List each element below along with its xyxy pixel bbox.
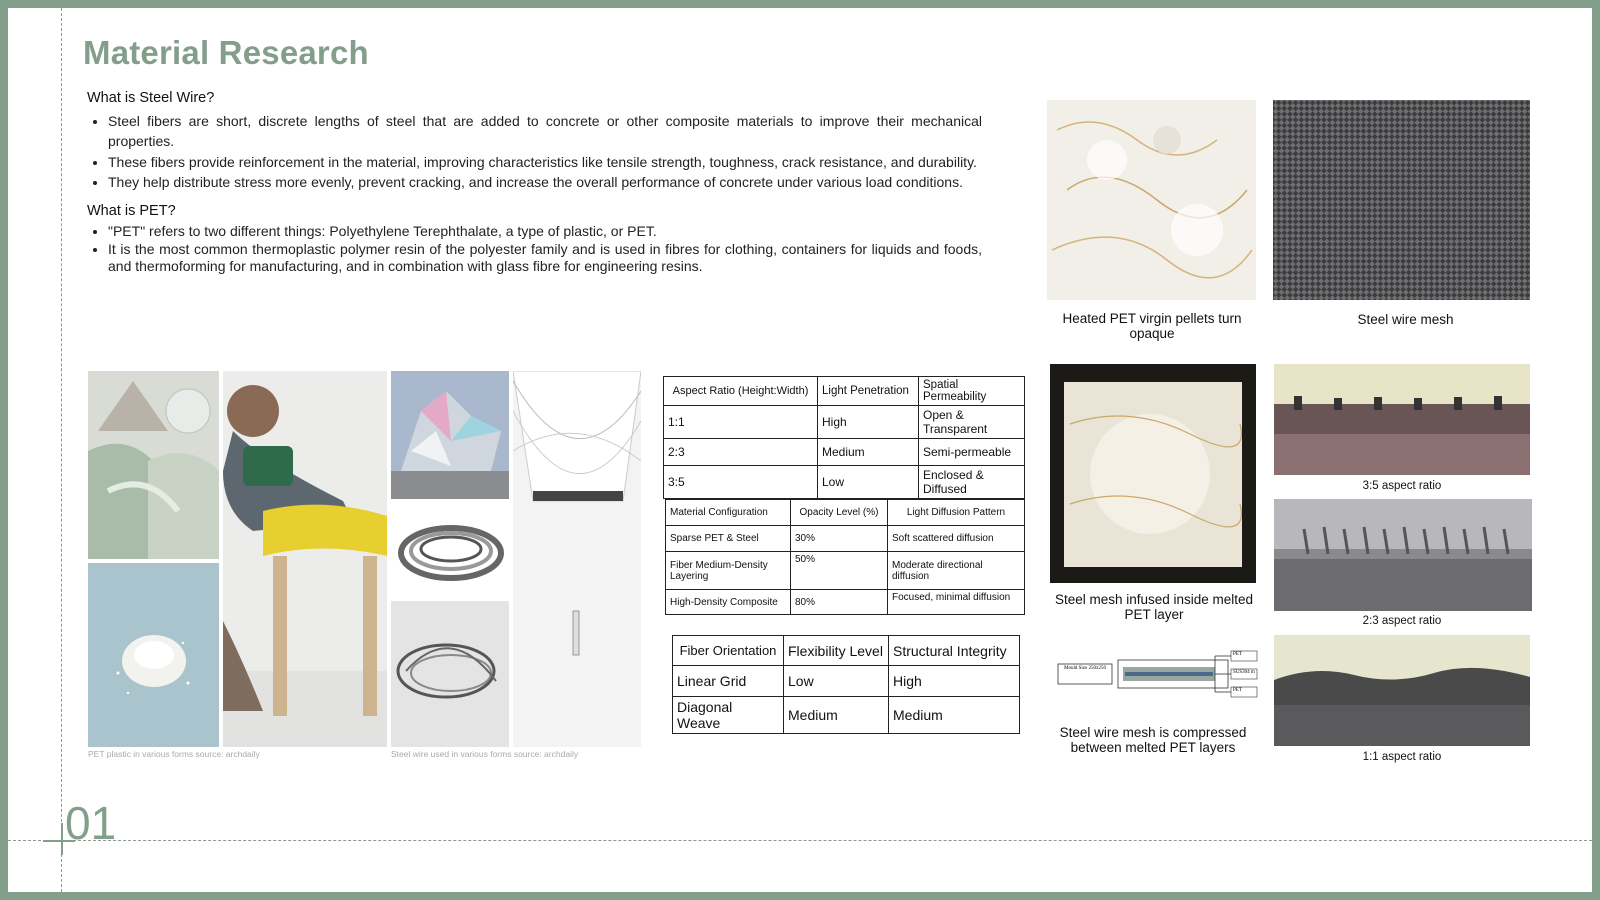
ratio-35-caption: 3:5 aspect ratio <box>1362 480 1442 492</box>
vertical-guide-line <box>61 8 62 892</box>
table-header: Flexibility Level <box>784 636 889 666</box>
heat-gun-stool-photo <box>223 371 387 747</box>
table-cell: Moderate directional diffusion <box>888 552 1025 590</box>
steel-wire-sculpture-photo <box>391 601 509 747</box>
diagram-mould-label: Mould Size 250x250 <box>1064 666 1106 671</box>
page-number: 01 <box>65 797 117 849</box>
mesh-infused-photo <box>1050 364 1256 583</box>
pavilion-photo <box>391 371 509 499</box>
ratio-35-photo <box>1274 364 1530 475</box>
diagram-pet-top-label: PET <box>1233 652 1242 657</box>
list-item: • Steel fibers are short, discrete lengths of steel that are added to concrete or other composite materials to improve their mechanical properties. <box>108 111 982 152</box>
page-title: Material Research <box>83 34 369 71</box>
list-item: • They help distribute stress more evenly, prevent cracking, and increase the overall performance of concrete under various load conditions. <box>108 172 982 193</box>
pet-pellets-photo <box>1047 100 1256 300</box>
table-header: Structural Integrity <box>889 636 1020 666</box>
table-cell: Low <box>784 666 889 697</box>
tensile-installation-photo <box>513 371 641 747</box>
table-cell: Linear Grid <box>673 666 784 697</box>
table-cell: 80% <box>791 590 888 615</box>
corner-tick-vertical <box>61 823 63 855</box>
table-cell: Semi-permeable <box>919 439 1025 466</box>
compressed-caption: Steel wire mesh is compressed between melted PET layers <box>1059 725 1247 755</box>
table-cell: 1:1 <box>664 406 818 439</box>
table-header: Light Penetration <box>818 377 919 406</box>
steel-wire-coil-photo <box>391 503 509 597</box>
pet-granules-photo <box>88 563 219 747</box>
table-cell: 3:5 <box>664 466 818 499</box>
table-cell: Medium <box>784 697 889 734</box>
table-cell: Low <box>818 466 919 499</box>
table-cell: 50% <box>791 552 888 590</box>
table-cell: Medium <box>889 697 1020 734</box>
list-item: • These fibers provide reinforcement in the material, improving characteristics like tensile strength, toughness, crack resistance, and durability. <box>108 152 982 173</box>
opacity-table <box>665 499 1025 615</box>
table-header: Opacity Level (%) <box>791 500 888 526</box>
table-cell: 2:3 <box>664 439 818 466</box>
diagram-sus-label: SUS304 m <box>1233 670 1255 675</box>
steel-mesh-photo <box>1273 100 1530 300</box>
text-block <box>87 88 982 284</box>
table-header: Aspect Ratio (Height:Width) <box>664 377 818 406</box>
diagram-pet-bottom-label: PET <box>1233 688 1242 693</box>
ratio-23-caption: 2:3 aspect ratio <box>1362 615 1442 627</box>
list-item: • "PET" refers to two different things: Polyethylene Terephthalate, a type of plastic, or PET. <box>108 223 982 241</box>
table-cell: Medium <box>818 439 919 466</box>
table-cell: High-Density Composite <box>666 590 791 615</box>
steel-source-caption: Steel wire used in various forms source: archdaily <box>391 749 579 759</box>
table-cell: Focused, minimal diffusion <box>888 590 1025 615</box>
fiber-orientation-table <box>672 635 1020 734</box>
pet-heading: What is PET? <box>87 202 176 219</box>
table-cell: Soft scattered diffusion <box>888 526 1025 552</box>
table-cell: Diagonal Weave <box>673 697 784 734</box>
infused-caption: Steel mesh infused inside melted PET layer <box>1054 592 1254 622</box>
steel-bullets <box>87 111 982 193</box>
steel-heading: What is Steel Wire? <box>87 90 215 106</box>
aspect-ratio-table <box>663 376 1025 499</box>
pet-sheets-photo <box>88 371 219 559</box>
table-header: Material Configuration <box>666 500 791 526</box>
table-cell: 30% <box>791 526 888 552</box>
table-header: Fiber Orientation <box>673 636 784 666</box>
pet-source-caption: PET plastic in various forms source: archdaily <box>88 749 260 759</box>
table-header: Spatial Permeability <box>919 377 1025 406</box>
ratio-11-caption: 1:1 aspect ratio <box>1362 751 1442 763</box>
horizontal-guide-line <box>8 840 1592 841</box>
pellets-caption: Heated PET virgin pellets turn opaque <box>1062 311 1242 341</box>
list-item: • It is the most common thermoplastic polymer resin of the polyester family and is used in fibres for clothing, containers for liquids and foods, and thermoforming for manufacturing, and in combination with glass fibre for engineering resins. <box>108 241 982 276</box>
table-cell: Fiber Medium-Density Layering <box>666 552 791 590</box>
mesh-caption: Steel wire mesh <box>1357 312 1454 327</box>
table-cell: High <box>818 406 919 439</box>
table-cell: Enclosed & Diffused <box>919 466 1025 499</box>
table-cell: High <box>889 666 1020 697</box>
table-cell: Sparse PET & Steel <box>666 526 791 552</box>
ratio-11-photo <box>1274 635 1530 746</box>
slide <box>8 8 1592 892</box>
table-cell: Open & Transparent <box>919 406 1025 439</box>
pet-bullets <box>87 223 982 276</box>
compression-diagram <box>1053 648 1263 698</box>
ratio-23-photo <box>1274 499 1532 611</box>
table-header: Light Diffusion Pattern <box>888 500 1025 526</box>
